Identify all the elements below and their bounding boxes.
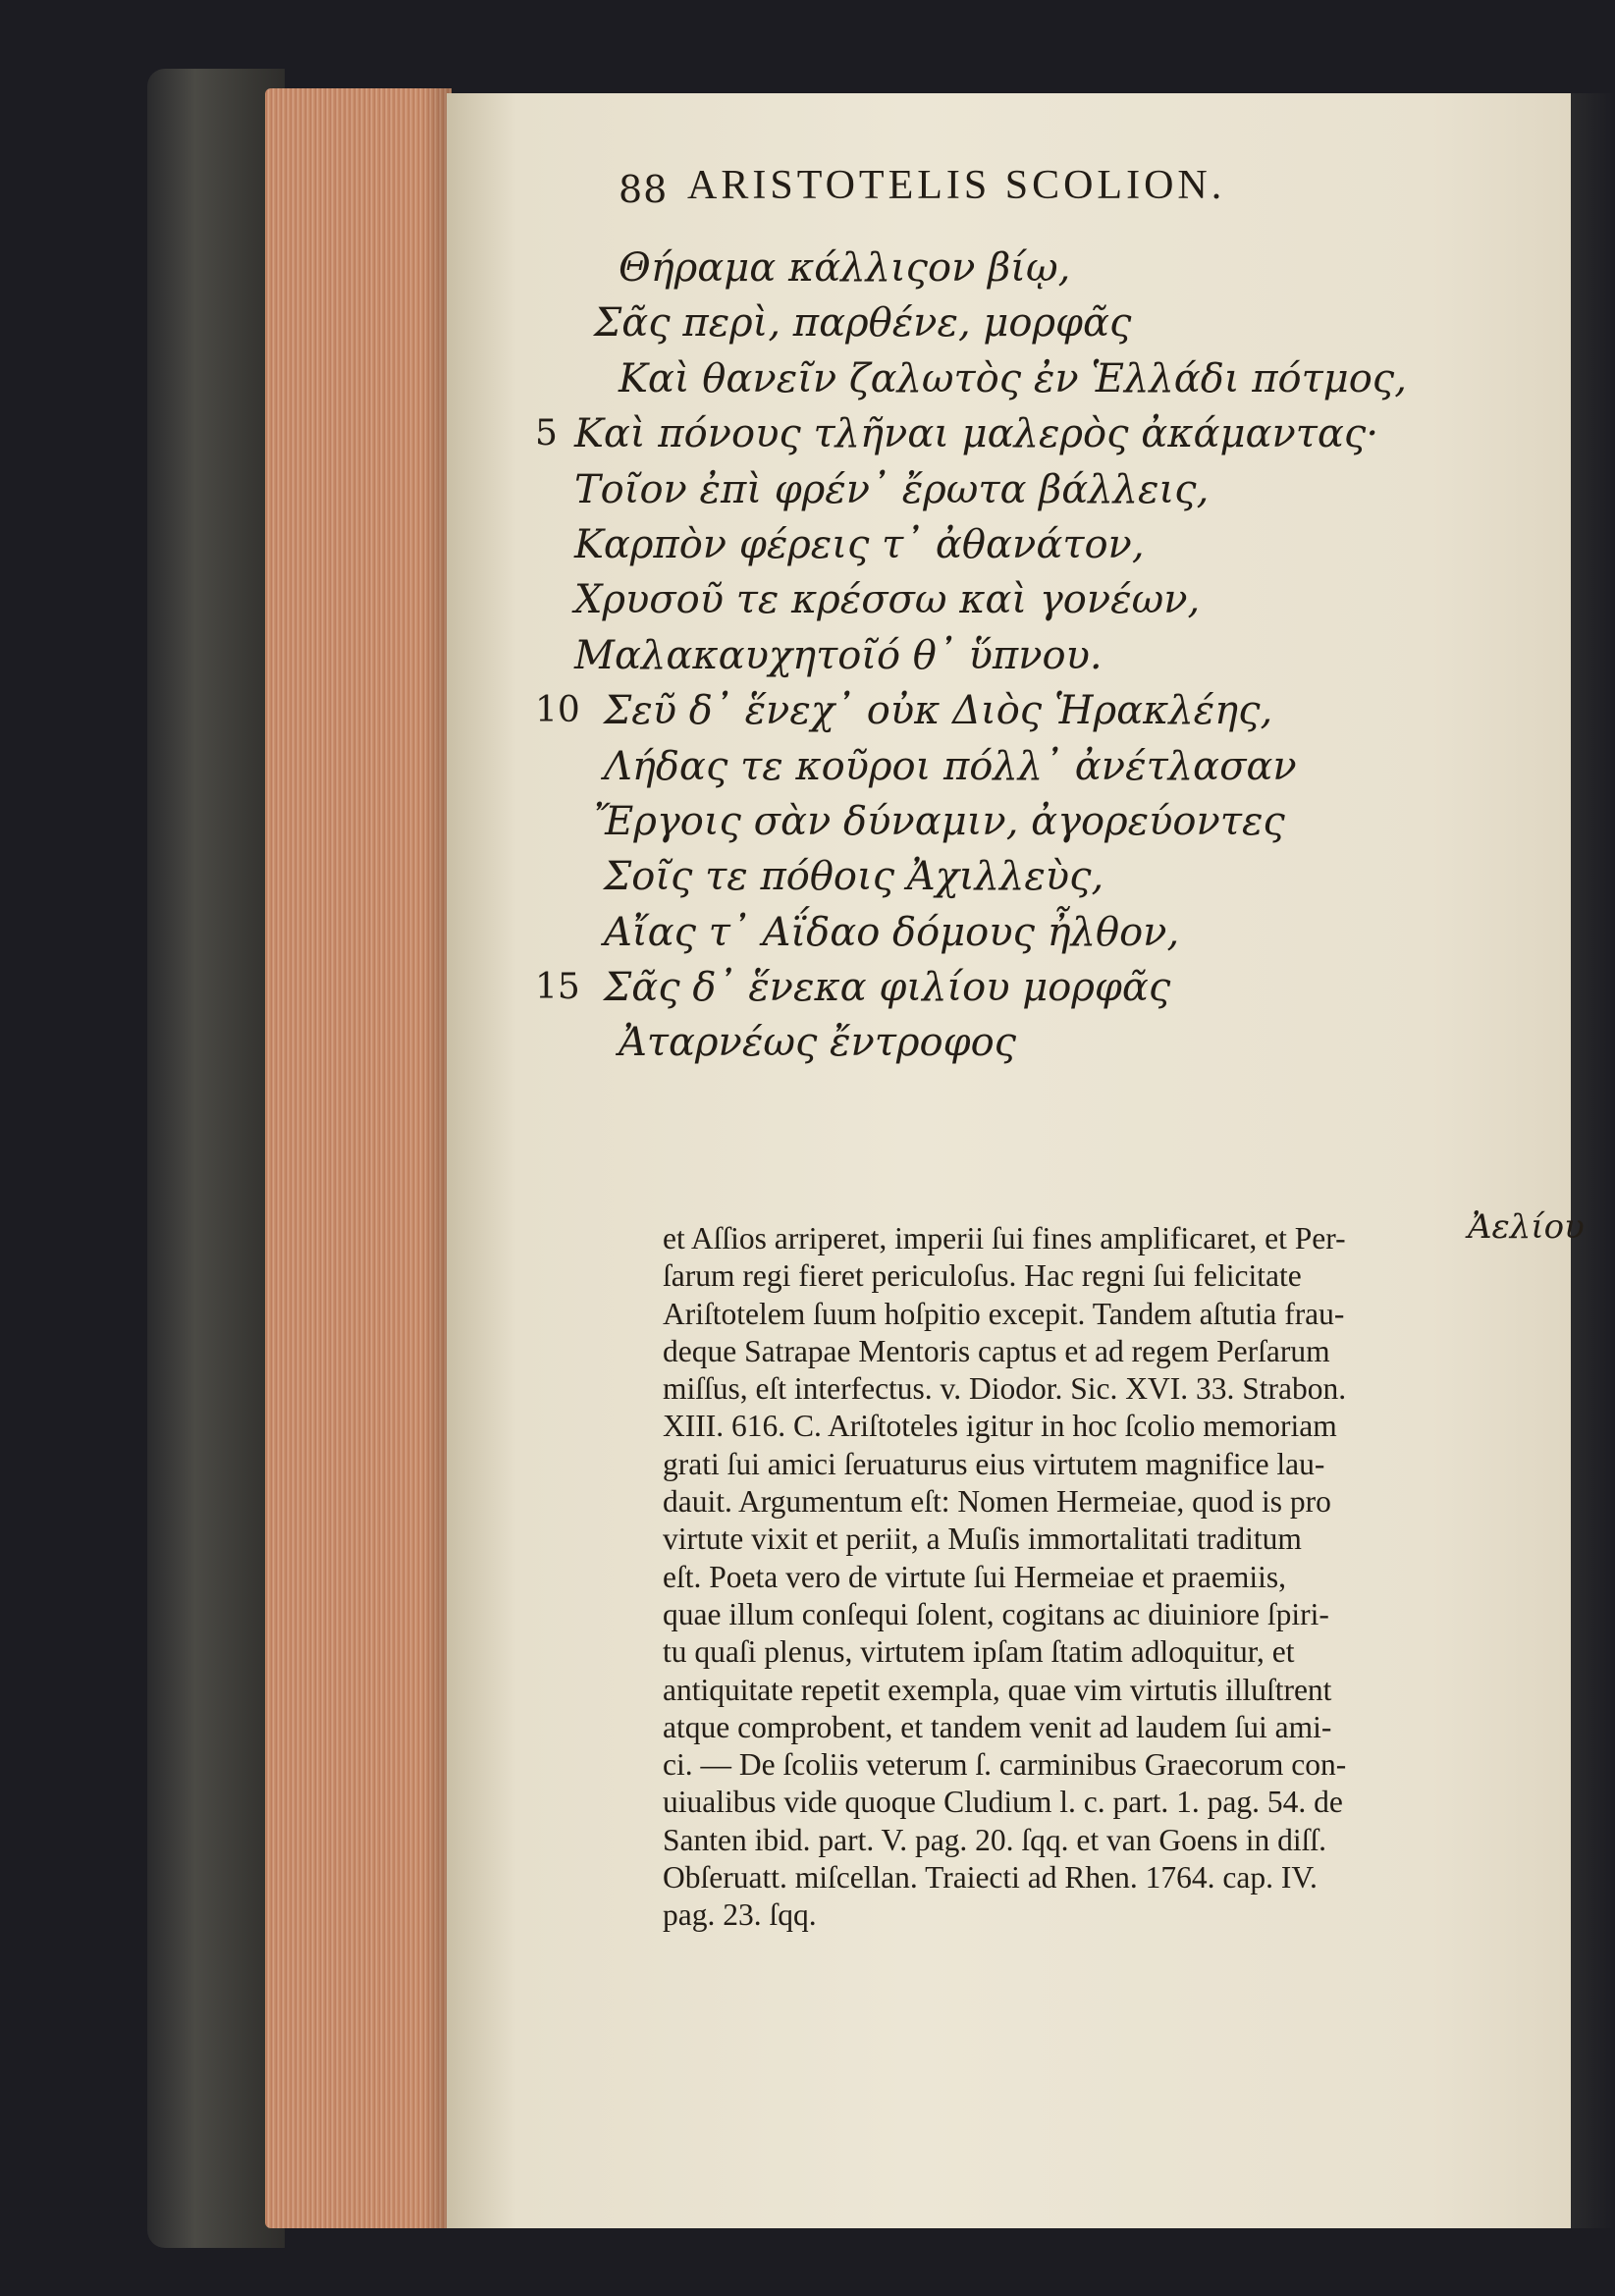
commentary-line: quae illum conſequi ſolent, cogitans ac diuiniore ſpiri- <box>663 1596 1329 1631</box>
commentary-line: miſſus, eſt interfectus. v. Diodor. Sic. XVI. 33. Strabon. <box>663 1371 1347 1407</box>
verse-text: Ἔργοις σὰν δύναμιν, ἀγορεύοντες <box>594 798 1285 844</box>
verse-text: Καρπὸν φέρεις τ᾽ ἀθανάτον, <box>574 521 1145 567</box>
commentary-line: grati ſui amici ſeruaturus eius virtutem magnifice lau- <box>663 1446 1325 1481</box>
commentary-line: ſarum regi fieret periculoſus. Hac regni ſui felicitate <box>663 1258 1302 1294</box>
commentary-line: deque Satrapae Mentoris captus et ad regem Perſarum <box>663 1333 1330 1368</box>
verse-line <box>535 683 1600 738</box>
verse-text: Σᾶς περὶ, παρθένε, μορφᾶς <box>594 300 1132 347</box>
line-number: 5 <box>535 413 558 454</box>
running-head: ARISTOTELIS SCOLION. <box>687 163 1226 208</box>
book-cover-left <box>147 69 285 2248</box>
commentary-line: tu quaſi plenus, virtutem ipſam ſtatim adloquitur, et <box>663 1634 1295 1670</box>
verse-line <box>594 295 1600 350</box>
verse-line <box>574 572 1600 627</box>
verse-text: Καὶ πόνους τλῆναι μαλερὸς ἀκάμαντας· <box>574 411 1379 457</box>
verse-line <box>604 739 1600 794</box>
verse-line <box>574 517 1600 572</box>
page-header <box>619 162 1522 221</box>
verse-block <box>535 240 1600 1071</box>
verse-text: Ἀταρνέως ἔντροφος <box>619 1020 1017 1066</box>
verse-text: Σεῦ δ᾽ ἕνεχ᾽ οὐκ Διὸς Ἡρακλέης, <box>604 688 1273 734</box>
verse-text: Σᾶς δ᾽ ἕνεκα φιλίου μορφᾶς <box>604 965 1171 1011</box>
verse-text: Αἴας τ᾽ Αΐδαο δόμους ἦλθον, <box>604 909 1180 955</box>
commentary-line: XIII. 616. C. Ariſtoteles igitur in hoc ſcolio memoriam <box>663 1409 1337 1444</box>
verse-line <box>594 794 1600 849</box>
verse-text: Τοῖον ἐπὶ φρέν᾽ ἔρωτα βάλλεις, <box>574 466 1210 512</box>
verse-line <box>619 351 1600 406</box>
verse-text: Χρυσοῦ τε κρέσσω καὶ γονέων, <box>574 577 1201 623</box>
commentary-line: et Aſſios arriperet, imperii ſui fines amplificaret, et Per- <box>663 1221 1346 1255</box>
commentary-block <box>663 1220 1576 1935</box>
line-number: 15 <box>535 967 580 1008</box>
commentary-line: uiualibus vide quoque Cludium l. c. part. 1. pag. 54. de <box>663 1785 1343 1820</box>
verse-line <box>574 628 1600 683</box>
commentary-line: antiquitate repetit exempla, quae vim virtutis illuſtrent <box>663 1672 1332 1707</box>
commentary-line: atque comprobent, et tandem venit ad laudem ſui ami- <box>663 1709 1332 1744</box>
verse-line <box>604 849 1600 904</box>
commentary-line: Santen ibid. part. V. pag. 20. ſqq. et van Goens in diſſ. <box>663 1822 1327 1857</box>
catchword: Ἀελίου <box>1468 1207 1585 1247</box>
commentary-line: virtute vixit et periit, a Muſis immortalitati traditum <box>663 1522 1302 1557</box>
verse-text: Σοῖς τε πόθοις Ἀχιλλεὺς, <box>604 854 1104 900</box>
verse-line <box>604 905 1600 960</box>
commentary-line: dauit. Argumentum eſt: Nomen Hermeiae, quod is pro <box>663 1484 1331 1520</box>
verse-line <box>619 240 1600 295</box>
line-number: 10 <box>535 690 580 731</box>
verse-line <box>535 406 1600 461</box>
page-edges <box>265 88 452 2228</box>
verse-line <box>535 960 1600 1015</box>
commentary-line: Ariſtotelem ſuum hoſpitio excepit. Tandem aſtutia frau- <box>663 1296 1345 1331</box>
verse-text: Λήδας τε κοῦροι πόλλ᾽ ἀνέτλασαν <box>604 743 1297 789</box>
verse-line <box>619 1015 1600 1070</box>
commentary-line: ci. — De ſcoliis veterum ſ. carminibus Graecorum con- <box>663 1747 1347 1783</box>
verse-text: Θήραμα κάλλιςον βίῳ, <box>619 245 1071 291</box>
commentary-line: eſt. Poeta vero de virtute ſui Hermeiae et praemiis, <box>663 1559 1287 1594</box>
commentary-line: pag. 23. ſqq. <box>663 1897 817 1933</box>
verse-text: Μαλακαυχητοῖό θ᾽ ὕπνου. <box>574 632 1103 678</box>
commentary-line: Obſeruatt. miſcellan. Traiecti ad Rhen. 1764. cap. IV. <box>663 1860 1318 1896</box>
page-number: 88 <box>619 168 669 211</box>
verse-line <box>574 462 1600 517</box>
verse-text: Καὶ θανεῖν ζαλωτὸς ἐν Ἑλλάδι πότμος, <box>619 355 1407 401</box>
